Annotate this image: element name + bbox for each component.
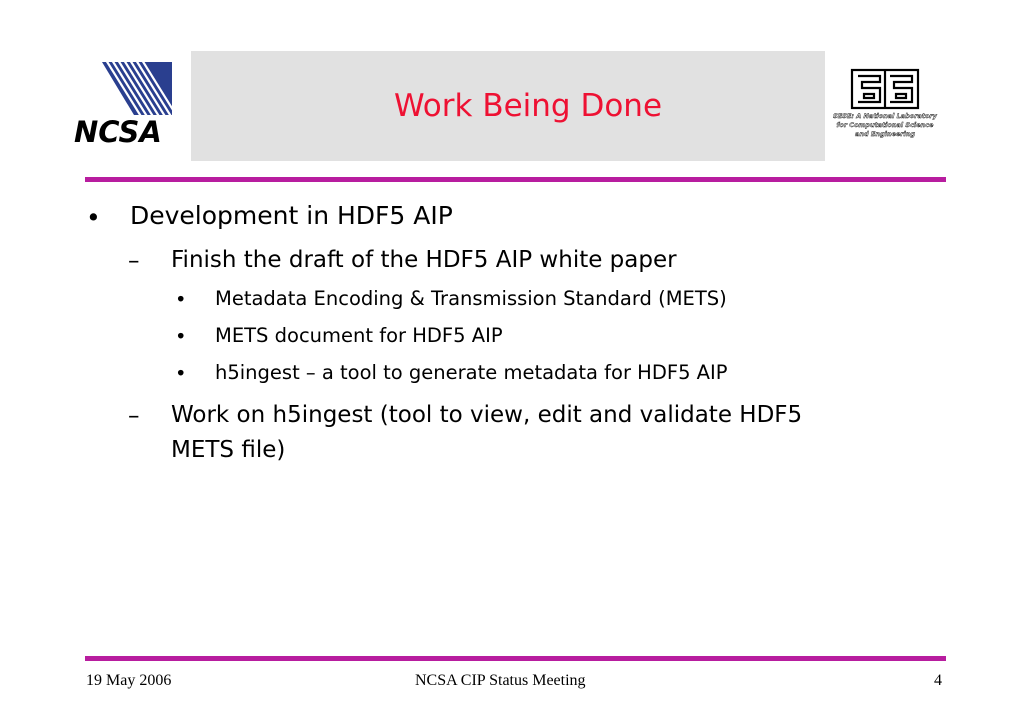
bullet-text-h5ingest-tool: h5ingest – a tool to generate metadata for HDF5 AIP — [215, 361, 728, 384]
bullet-text-work-on-h5ingest-cont: METS file) — [171, 437, 286, 463]
bullet-marker-1: • — [86, 203, 101, 232]
page-number: 4 — [934, 672, 942, 689]
bullet-text-mets-standard: Metadata Encoding & Transmission Standard (METS) — [215, 287, 727, 310]
sub-bullet-marker-2: • — [175, 325, 187, 348]
dash-marker-2: – — [128, 403, 140, 429]
sese-logo-caption: SESE: A National Laboratory for Computational Science and Engineering — [833, 112, 937, 138]
dash-marker-1: – — [128, 248, 140, 274]
bullet-text-finish-draft: Finish the draft of the HDF5 AIP white paper — [171, 247, 677, 273]
slide-title: Work Being Done — [393, 88, 663, 124]
bullet-text-development: Development in HDF5 AIP — [130, 201, 453, 230]
bullet-text-work-on-h5ingest: Work on h5ingest (tool to view, edit and validate HDF5 — [171, 402, 803, 428]
sub-bullet-marker-1: • — [175, 288, 187, 311]
bullet-text-mets-document: METS document for HDF5 AIP — [215, 324, 503, 347]
sub-bullet-marker-3: • — [175, 362, 187, 385]
footer-divider — [85, 656, 946, 661]
ncsa-logo-text: NCSA — [74, 115, 162, 144]
footer-event: NCSA CIP Status Meeting — [415, 672, 586, 689]
footer-date: 19 May 2006 — [86, 672, 172, 689]
